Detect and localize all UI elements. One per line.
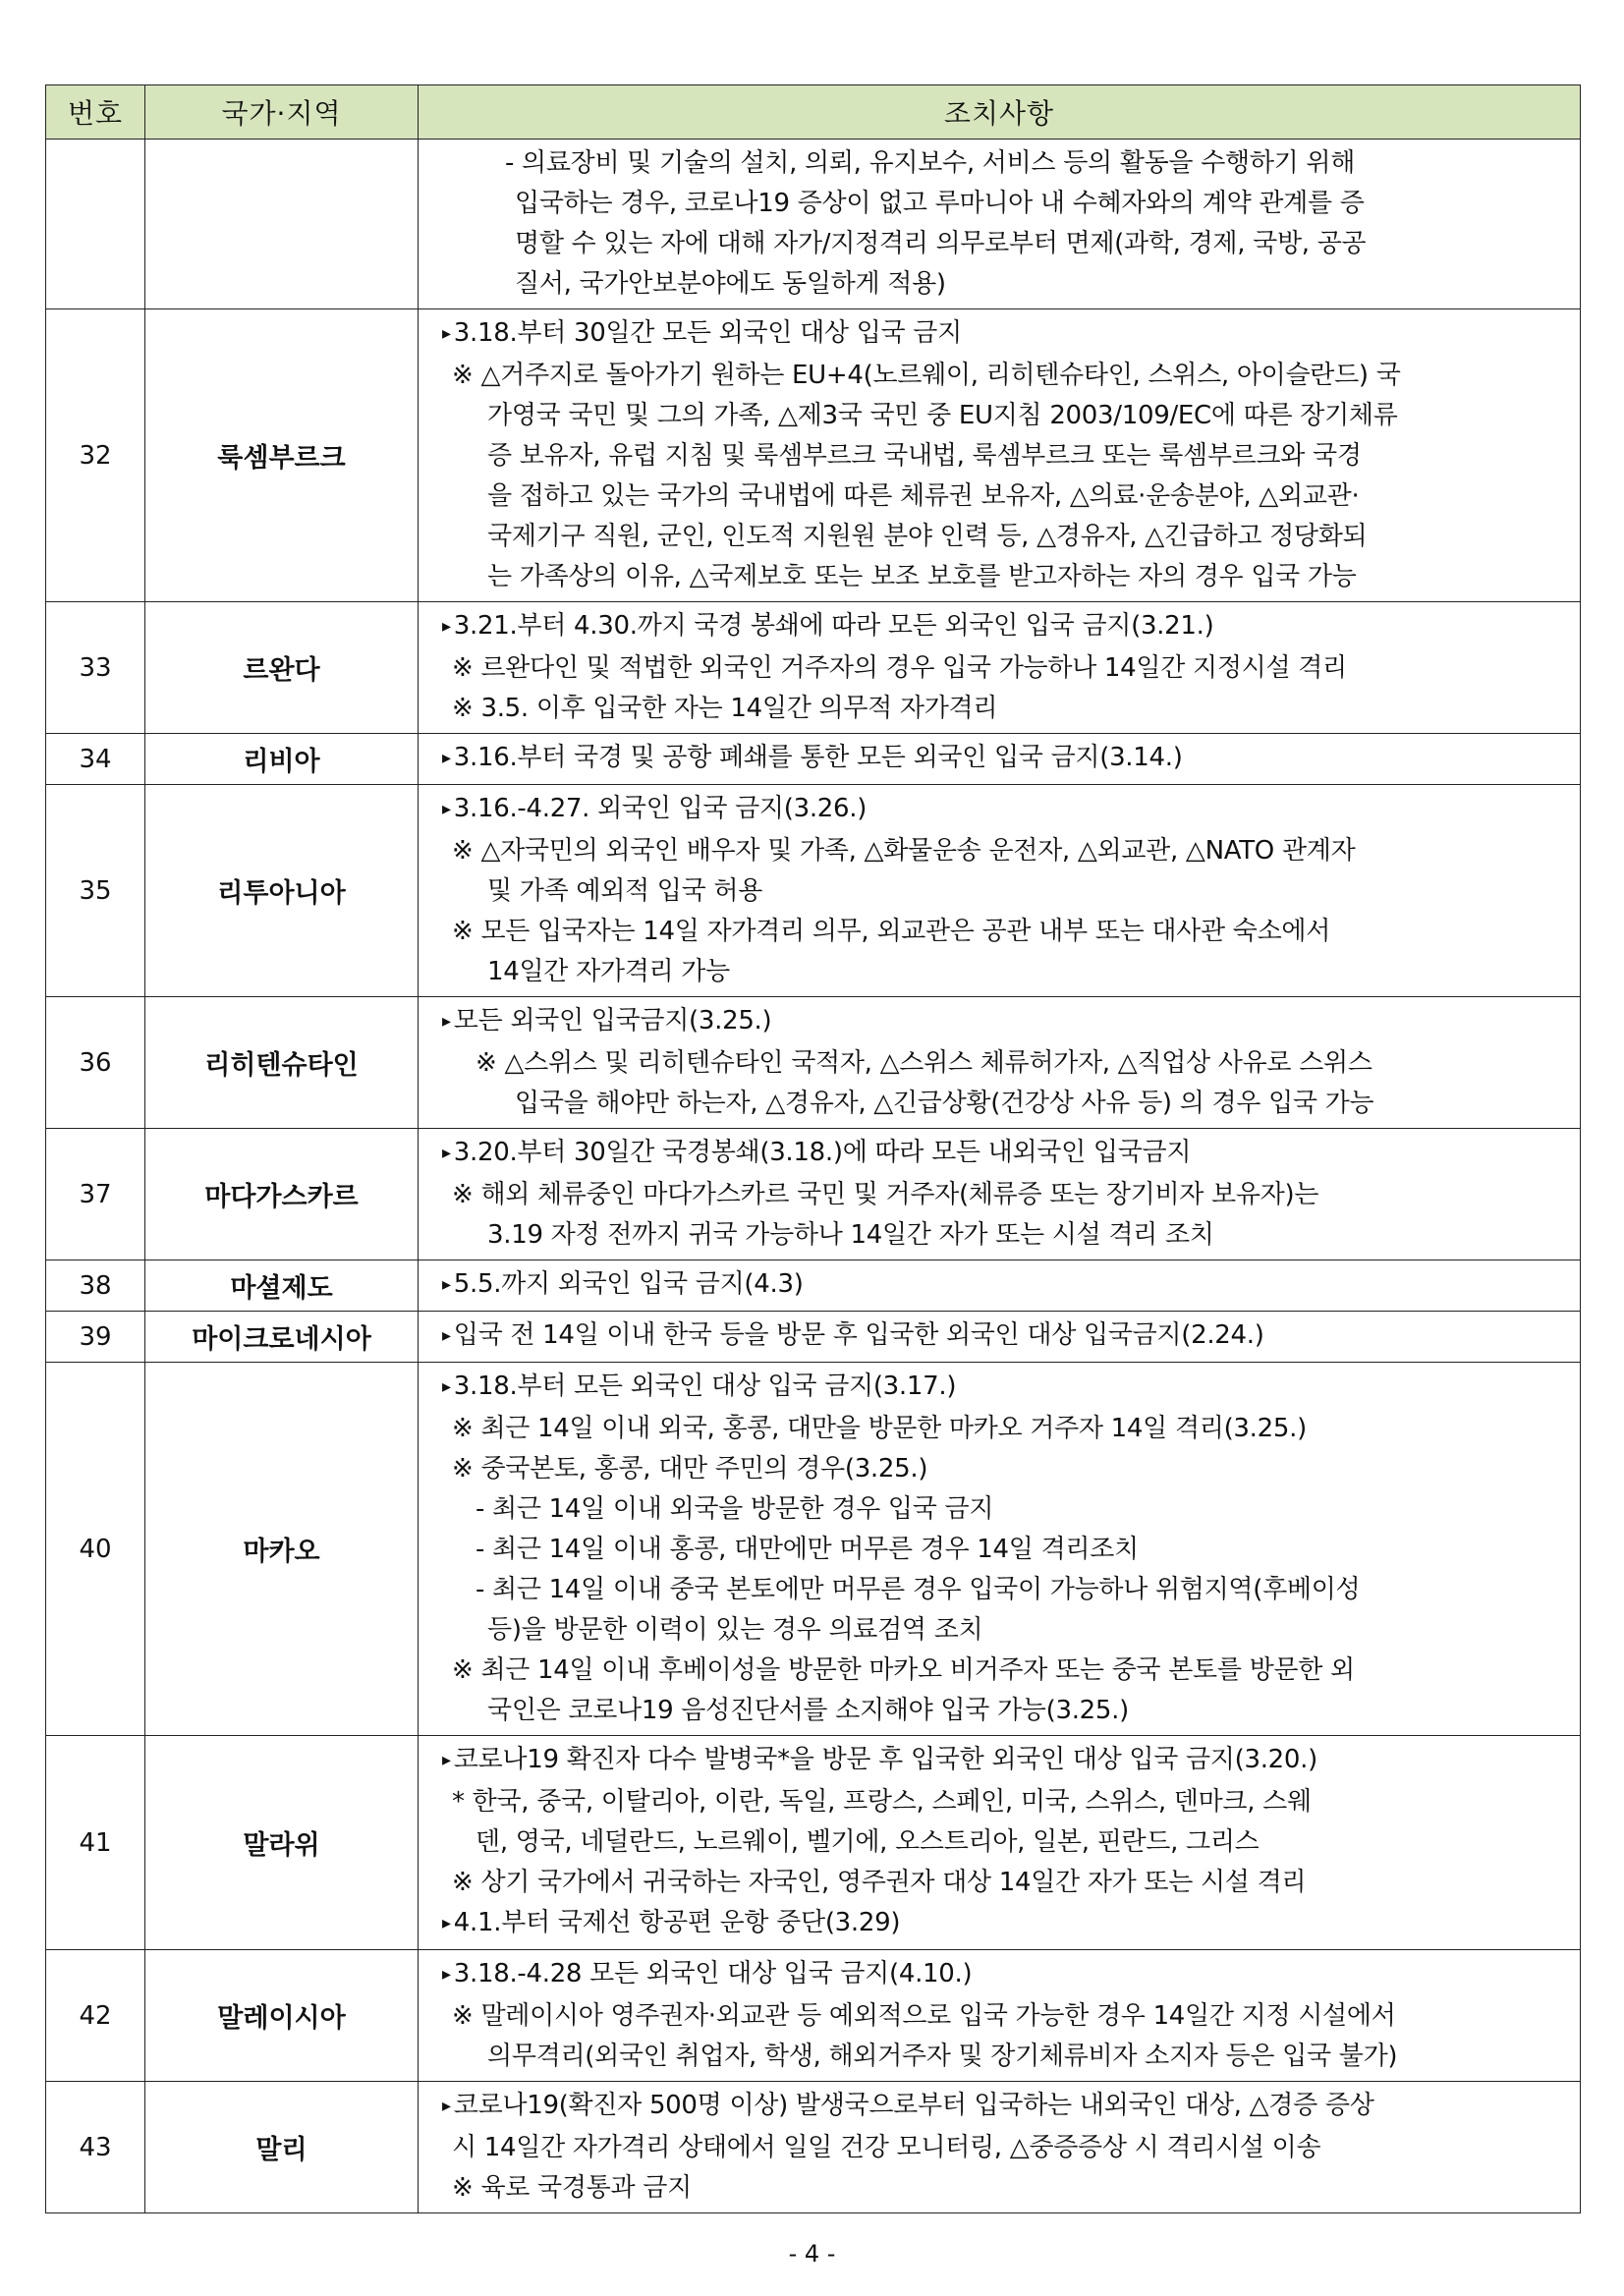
measure-line: 가영국 국민 및 그의 가족, △제3국 국민 중 EU지침 2003/109/EC에 따른 장기체류 bbox=[487, 401, 1398, 430]
table-row bbox=[46, 1129, 1581, 1260]
page-number: - 4 - bbox=[788, 2240, 836, 2268]
measures-cell bbox=[419, 602, 1581, 734]
measure-line: - 최근 14일 이내 중국 본토에만 머무른 경우 입국이 가능하나 위험지역(후베이성 bbox=[476, 1575, 1361, 1604]
table-row bbox=[46, 997, 1581, 1129]
table-row bbox=[46, 734, 1581, 785]
table-row bbox=[46, 1312, 1581, 1363]
table-body bbox=[46, 140, 1581, 2213]
measure-line: ※ 최근 14일 이내 외국, 홍콩, 대만을 방문한 마카오 거주자 14일 격리(3.25.) bbox=[452, 1414, 1307, 1443]
measures-cell bbox=[419, 1363, 1581, 1736]
row-number: 38 bbox=[46, 1260, 145, 1312]
measure-line: ▸ 3.16.부터 국경 및 공항 폐쇄를 통한 모든 외국인 입국 금지(3.14.) bbox=[442, 738, 1568, 780]
measures-cell bbox=[419, 1736, 1581, 1950]
measures-cell bbox=[419, 734, 1581, 785]
table-row bbox=[46, 309, 1581, 602]
country-name: 마다가스카르 bbox=[145, 1129, 419, 1260]
measure-line: 입국을 해야만 하는자, △경유자, △긴급상황(건강상 사유 등) 의 경우 입국 가능 bbox=[515, 1089, 1374, 1118]
measure-line: 3.19 자정 전까지 귀국 가능하나 14일간 자가 또는 시설 격리 조치 bbox=[487, 1220, 1214, 1250]
measure-line: ※ △스위스 및 리히텐슈타인 국적자, △스위스 체류허가자, △직업상 사유로 스위스 bbox=[476, 1048, 1372, 1078]
measure-line: ※ 해외 체류중인 마다가스카르 국민 및 거주자(체류증 또는 장기비자 보유자)는 bbox=[452, 1180, 1319, 1209]
measure-line: 14일간 자가격리 가능 bbox=[487, 957, 730, 986]
measure-line: 증 보유자, 유럽 지침 및 룩셈부르크 국내법, 룩셈부르크 또는 룩셈부르크와 국경 bbox=[487, 441, 1362, 471]
measure-line: - 최근 14일 이내 외국을 방문한 경우 입국 금지 bbox=[476, 1494, 994, 1524]
table-header-row bbox=[46, 85, 1581, 140]
measures-cell bbox=[419, 309, 1581, 602]
measure-line: ※ △자국민의 외국인 배우자 및 가족, △화물운송 운전자, △외교관, △NATO 관계자 bbox=[452, 836, 1356, 866]
measure-line: * 한국, 중국, 이탈리아, 이란, 독일, 프랑스, 스페인, 미국, 스위스, 덴마크, 스웨 bbox=[452, 1787, 1312, 1817]
table-row bbox=[46, 785, 1581, 997]
row-number: 35 bbox=[46, 785, 145, 997]
measures-cell bbox=[419, 2082, 1581, 2213]
measure-line: ※ 중국본토, 홍콩, 대만 주민의 경우(3.25.) bbox=[452, 1454, 928, 1484]
measure-line: 국인은 코로나19 음성진단서를 소지해야 입국 가능(3.25.) bbox=[487, 1696, 1129, 1725]
header-measures: 조치사항 bbox=[419, 85, 1581, 140]
measures-cell bbox=[419, 140, 1581, 309]
table-row bbox=[46, 602, 1581, 734]
table-row bbox=[46, 1736, 1581, 1950]
row-number: 37 bbox=[46, 1129, 145, 1260]
measure-line: - 의료장비 및 기술의 설치, 의뢰, 유지보수, 서비스 등의 활동을 수행하기 위해 bbox=[505, 148, 1356, 178]
table-row bbox=[46, 1260, 1581, 1312]
measure-line: 입국하는 경우, 코로나19 증상이 없고 루마니아 내 수혜자와의 계약 관계를 증 bbox=[515, 189, 1365, 218]
measure-line: 명할 수 있는 자에 대해 자가/지정격리 의무로부터 면제(과학, 경제, 국방, 공공 bbox=[515, 229, 1367, 258]
measure-line: - 최근 14일 이내 홍콩, 대만에만 머무른 경우 14일 격리조치 bbox=[476, 1535, 1139, 1564]
measure-line: 는 가족상의 이유, △국제보호 또는 보조 보호를 받고자하는 자의 경우 입국 가능 bbox=[487, 562, 1357, 591]
country-name: 말레이시아 bbox=[145, 1950, 419, 2082]
row-number: 33 bbox=[46, 602, 145, 734]
row-number: 39 bbox=[46, 1312, 145, 1363]
measure-line: 질서, 국가안보분야에도 동일하게 적용) bbox=[515, 269, 946, 299]
country-name: 룩셈부르크 bbox=[145, 309, 419, 602]
row-number bbox=[46, 140, 145, 309]
measure-line: 및 가족 예외적 입국 허용 bbox=[487, 876, 763, 906]
measures-cell bbox=[419, 997, 1581, 1129]
row-number: 36 bbox=[46, 997, 145, 1129]
measure-line: 덴, 영국, 네덜란드, 노르웨이, 벨기에, 오스트리아, 일본, 핀란드, 그리스 bbox=[476, 1827, 1260, 1857]
document-page bbox=[45, 84, 1580, 2213]
row-number: 42 bbox=[46, 1950, 145, 2082]
measure-line: ※ 상기 국가에서 귀국하는 자국인, 영주권자 대상 14일간 자가 또는 시설 격리 bbox=[452, 1868, 1307, 1897]
measures-cell bbox=[419, 785, 1581, 997]
measure-line: 등)을 방문한 이력이 있는 경우 의료검역 조치 bbox=[487, 1615, 983, 1645]
table-row bbox=[46, 1950, 1581, 2082]
measure-line: 의무격리(외국인 취업자, 학생, 해외거주자 및 장기체류비자 소지자 등은 입국 불가) bbox=[487, 2042, 1398, 2071]
measures-cell bbox=[419, 1129, 1581, 1260]
measure-line: ▸ 코로나19(확진자 500명 이상) 발생국으로부터 입국하는 내외국인 대상, △경증 증상 bbox=[442, 2086, 1568, 2128]
country-name: 리비아 bbox=[145, 734, 419, 785]
measure-line: ※ 최근 14일 이내 후베이성을 방문한 마카오 비거주자 또는 중국 본토를 방문한 외 bbox=[452, 1655, 1355, 1685]
country-name: 리히텐슈타인 bbox=[145, 997, 419, 1129]
table-row bbox=[46, 2082, 1581, 2213]
country-name: 마셜제도 bbox=[145, 1260, 419, 1312]
measures-cell bbox=[419, 1312, 1581, 1363]
row-number: 40 bbox=[46, 1363, 145, 1736]
table-row bbox=[46, 1363, 1581, 1736]
measure-line: ▸ 3.21.부터 4.30.까지 국경 봉쇄에 따라 모든 외국인 입국 금지(3.21.) bbox=[442, 606, 1568, 648]
country-name: 르완다 bbox=[145, 602, 419, 734]
country-name bbox=[145, 140, 419, 309]
measure-line: ▸ 4.1.부터 국제선 항공편 운항 중단(3.29) bbox=[442, 1903, 1568, 1945]
header-number: 번호 bbox=[46, 85, 145, 140]
country-name: 마카오 bbox=[145, 1363, 419, 1736]
row-number: 43 bbox=[46, 2082, 145, 2213]
header-country: 국가·지역 bbox=[145, 85, 419, 140]
measures-table bbox=[45, 84, 1581, 2213]
measure-line: ▸ 모든 외국인 입국금지(3.25.) bbox=[442, 1001, 1568, 1043]
country-name: 리투아니아 bbox=[145, 785, 419, 997]
measure-line: ※ 모든 입국자는 14일 자가격리 의무, 외교관은 공관 내부 또는 대사관 숙소에서 bbox=[452, 917, 1331, 946]
measure-line: 을 접하고 있는 국가의 국내법에 따른 체류권 보유자, △의료·운송분야, △외교관· bbox=[487, 481, 1360, 511]
measure-line: ▸ 5.5.까지 외국인 입국 금지(4.3) bbox=[442, 1264, 1568, 1307]
measure-line: ▸ 3.18.부터 30일간 모든 외국인 대상 입국 금지 bbox=[442, 313, 1568, 356]
measure-line: ※ 3.5. 이후 입국한 자는 14일간 의무적 자가격리 bbox=[452, 694, 998, 723]
country-name: 말리 bbox=[145, 2082, 419, 2213]
measure-line: ※ 육로 국경통과 금지 bbox=[452, 2173, 692, 2203]
measure-line: ※ 말레이시아 영주권자·외교관 등 예외적으로 입국 가능한 경우 14일간 지정 시설에서 bbox=[452, 2001, 1396, 2031]
measure-line: 국제기구 직원, 군인, 인도적 지원원 분야 인력 등, △경유자, △긴급하고 정당화되 bbox=[487, 522, 1368, 551]
measure-line: ※ 르완다인 및 적법한 외국인 거주자의 경우 입국 가능하나 14일간 지정시설 격리 bbox=[452, 653, 1347, 683]
measure-line: ※ △거주지로 돌아가기 원하는 EU+4(노르웨이, 리히텐슈타인, 스위스, 아이슬란드) 국 bbox=[452, 361, 1401, 390]
measure-line: 시 14일간 자가격리 상태에서 일일 건강 모니터링, △중증증상 시 격리시설 이송 bbox=[452, 2133, 1321, 2162]
table-row bbox=[46, 140, 1581, 309]
measure-line: ▸ 3.20.부터 30일간 국경봉쇄(3.18.)에 따라 모든 내외국인 입국금지 bbox=[442, 1133, 1568, 1175]
measure-line: ▸ 입국 전 14일 이내 한국 등을 방문 후 입국한 외국인 대상 입국금지(2.24.) bbox=[442, 1316, 1568, 1358]
measures-cell bbox=[419, 1950, 1581, 2082]
measure-line: ▸ 3.18.-4.28 모든 외국인 대상 입국 금지(4.10.) bbox=[442, 1954, 1568, 1996]
measure-line: ▸ 코로나19 확진자 다수 발병국*을 방문 후 입국한 외국인 대상 입국 금지(3.20.) bbox=[442, 1740, 1568, 1782]
country-name: 마이크로네시아 bbox=[145, 1312, 419, 1363]
row-number: 34 bbox=[46, 734, 145, 785]
measure-line: ▸ 3.18.부터 모든 외국인 대상 입국 금지(3.17.) bbox=[442, 1367, 1568, 1409]
measure-line: ▸ 3.16.-4.27. 외국인 입국 금지(3.26.) bbox=[442, 789, 1568, 831]
row-number: 41 bbox=[46, 1736, 145, 1950]
measures-cell bbox=[419, 1260, 1581, 1312]
country-name: 말라위 bbox=[145, 1736, 419, 1950]
row-number: 32 bbox=[46, 309, 145, 602]
